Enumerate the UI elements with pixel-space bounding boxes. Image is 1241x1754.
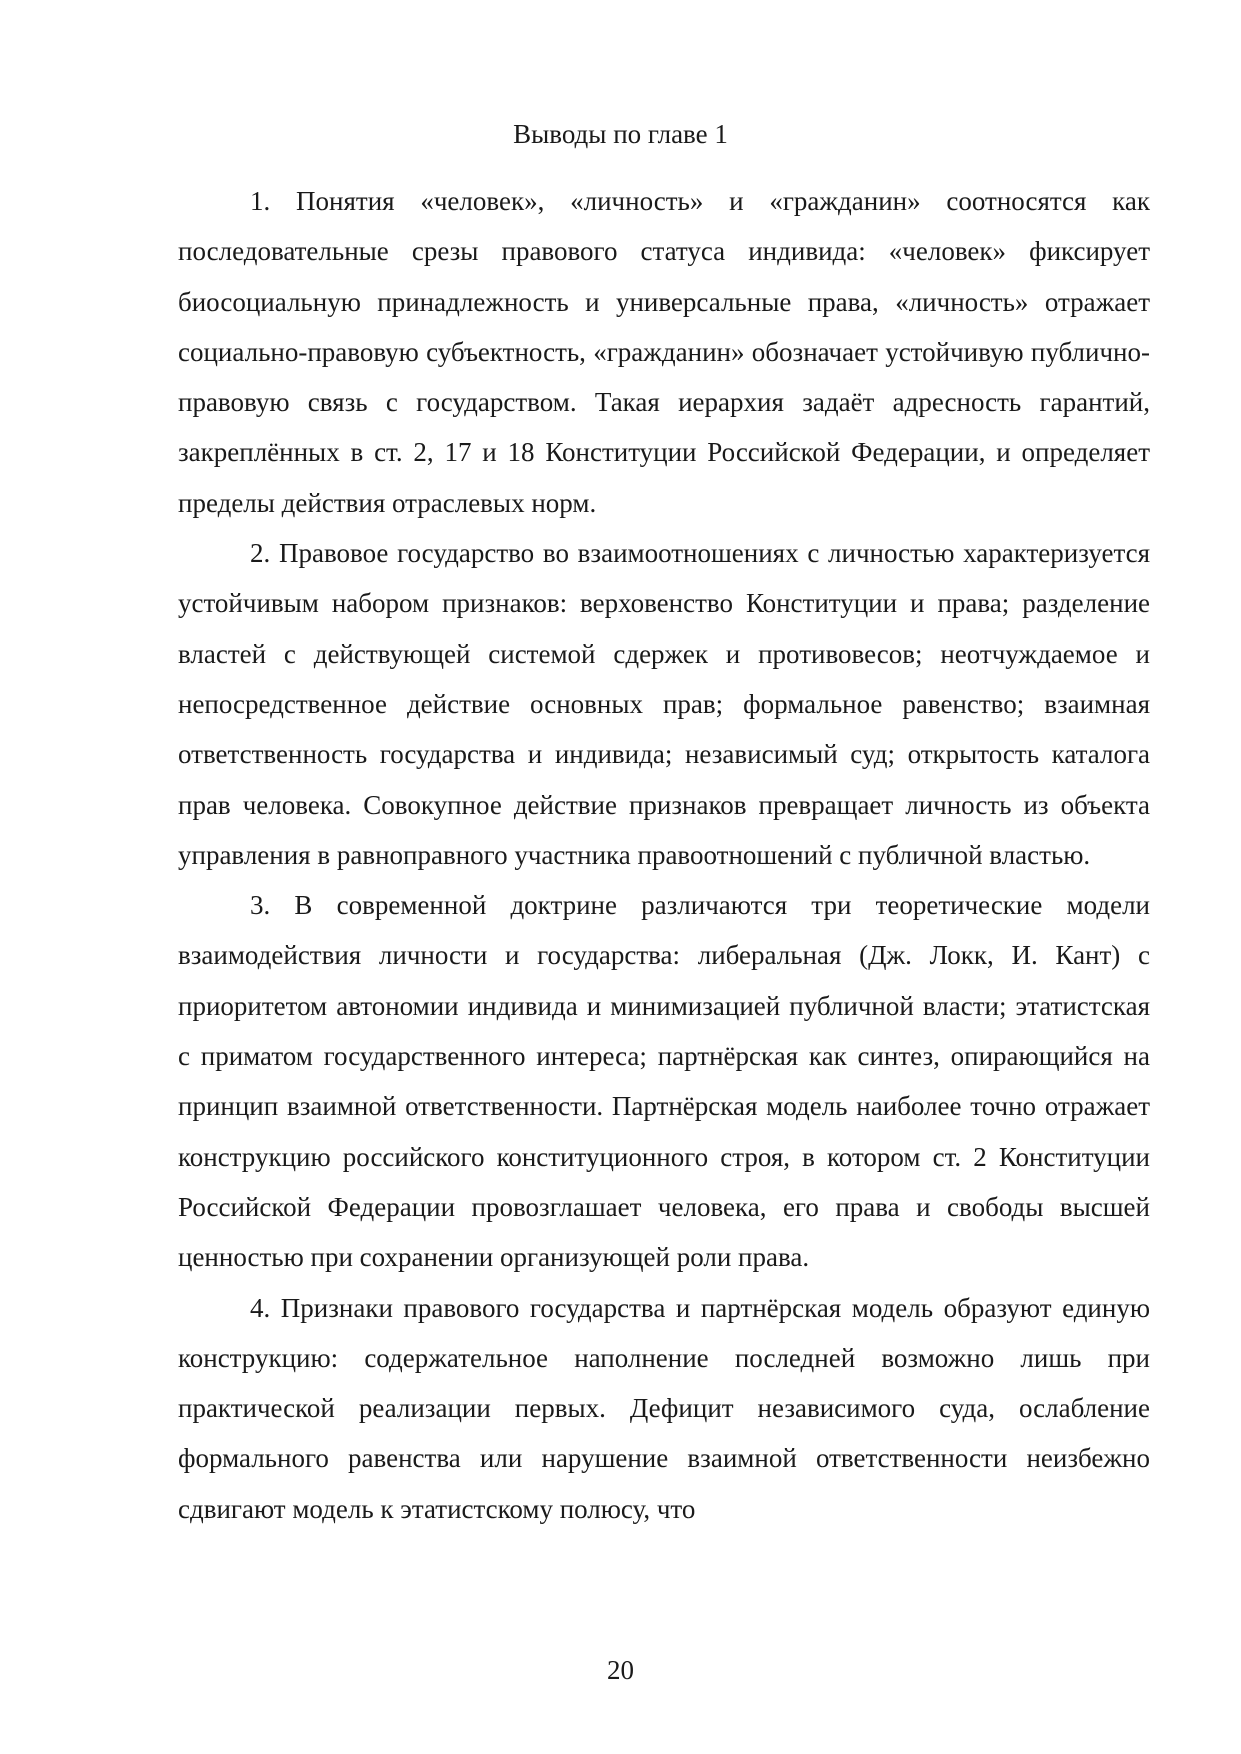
chapter-conclusions-heading: Выводы по главе 1 [513,119,728,149]
paragraph-4: 4. Признаки правового государства и партнёрская модель образуют единую конструкцию: содержательное наполнение последней возможно лишь при практической реализации первых. Дефицит независимого суда, ослабление формального равенства или нарушение взаимной ответственности неизбежно сдвигают модель к этатистскому полюсу, что [178,1292,1150,1524]
paragraph-2: 2. Правовое государство во взаимоотношениях с личностью характеризуется устойчивым набором признаков: верховенство Конституции и права; разделение властей с действующей системой сдержек и противовесов; неотчуждаемое и непосредственное действие основных прав; формальное равенство; взаимная ответственность государства и индивида; независимый суд; открытость каталога прав человека. Совокупное действие признаков превращает личность из объекта управления в равноправного участника правоотношений с публичной властью. [178,538,1150,870]
paragraph-1: 1. Понятия «человек», «личность» и «гражданин» соотносятся как последовательные срезы правового статуса индивида: «человек» фиксирует биосоциальную принадлежность и универсальные права, «личность» отражает социально-правовую субъектность, «гражданин» обозначает устойчивую публично-правовую связь с государством. Такая иерархия задаёт адресность гарантий, закреплённых в ст. 2, 17 и 18 Конституции Российской Федерации, и определяет пределы действия отраслевых норм. [178,186,1150,518]
body-text [178,176,1150,1534]
paragraph-3: 3. В современной доктрине различаются три теоретические модели взаимодействия личности и государства: либеральная (Дж. Локк, И. Кант) с приоритетом автономии индивида и минимизацией публичной власти; этатистская с приматом государственного интереса; партнёрская как синтез, опирающийся на принцип взаимной ответственности. Партнёрская модель наиболее точно отражает конструкцию российского конституционного строя, в котором ст. 2 Конституции Российской Федерации провозглашает человека, его права и свободы высшей ценностью при сохранении организующей роли права. [178,890,1150,1273]
page-number: 20 [607,1655,634,1685]
